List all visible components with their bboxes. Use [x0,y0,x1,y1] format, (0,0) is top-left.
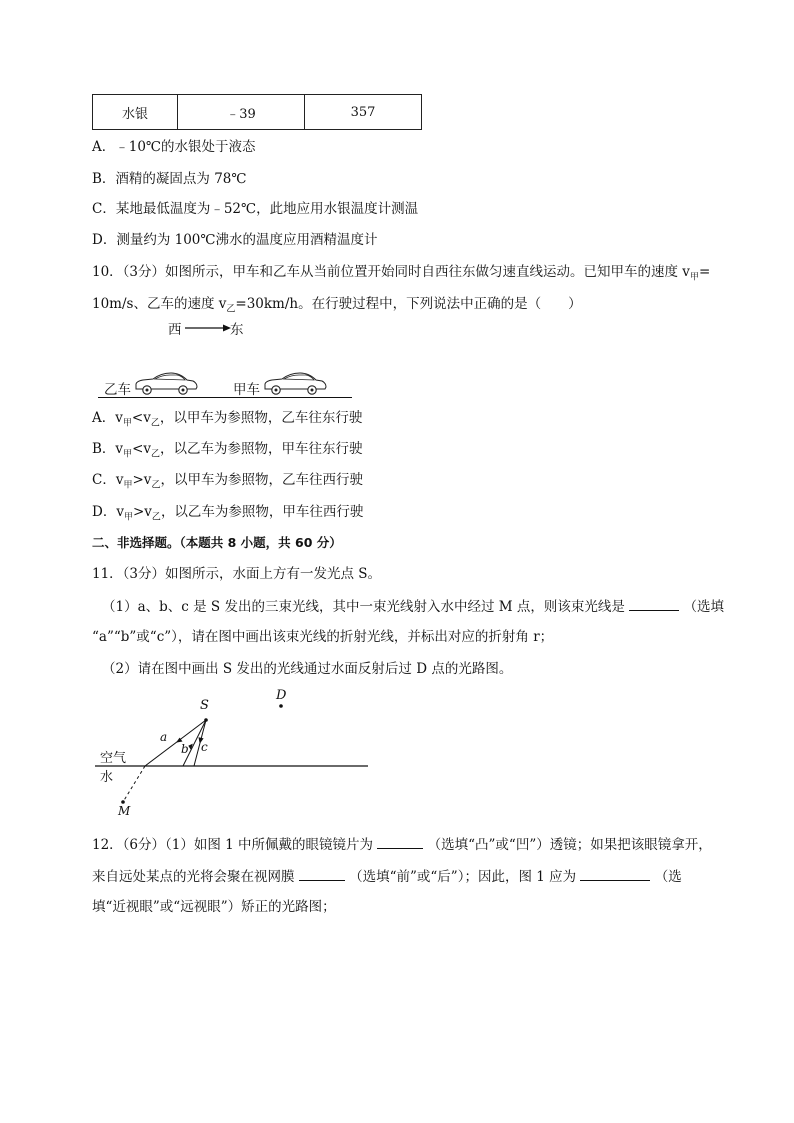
q11-part2: （2）请在图中画出 S 发出的光线通过水面反射后过 D 点的光路图。 [102,661,513,677]
car-jia-icon [262,370,328,396]
subscript-yi: 乙 [150,418,160,429]
subscript-yi: 乙 [151,512,161,523]
section-heading: 二、非选择题。（本题共 8 小题，共 60 分） [92,535,342,550]
label-air: 空气 [100,751,127,766]
option-text: <v [132,441,152,457]
answer-blank[interactable] [299,866,345,881]
label-car-yi: 乙车 [104,382,131,398]
q9-option-b: B．酒精的凝固点为 78℃ [92,171,247,187]
q10-option-b [92,439,363,465]
point-d-icon [279,704,283,708]
table-cell: 357 [305,95,422,130]
ray-a [145,720,206,766]
melting-point-table [92,94,422,130]
label-car-jia: 甲车 [233,382,260,398]
label-c: c [201,740,208,754]
subscript-yi: 乙 [151,449,161,460]
q11-part1-line1 [102,596,724,617]
q12-text: （选填“前”或“后”）；因此，图 1 应为 [349,869,577,885]
option-text: ，以乙车为参照物，甲车往西行驶 [160,504,364,520]
answer-blank[interactable] [580,866,650,881]
road-line [98,397,352,398]
q10-option-a [92,408,362,434]
option-text: ，以甲车为参照物，乙车往西行驶 [160,472,363,488]
label-b: b [181,742,189,756]
q10-stem-line2 [92,294,582,320]
answer-blank[interactable] [377,834,423,849]
option-text: D．v [92,504,124,520]
option-text: ，以乙车为参照物，甲车往东行驶 [160,441,363,457]
table-cell: 水银 [93,95,178,130]
label-m: M [118,804,131,818]
q10-stem-text: 10m/s、乙车的速度 v [92,296,227,312]
subscript-jia: 甲 [689,272,699,283]
option-text: ，以甲车为参照物，乙车往东行驶 [159,410,363,426]
option-text: C．v [92,472,124,488]
option-text: >v [132,504,152,520]
table-cell: ﹣39 [178,95,305,130]
q11-stem: 11．（3分）如图所示，水面上方有一发光点 S。 [92,566,382,582]
subscript-yi: 乙 [151,480,161,491]
q10-option-d [92,502,363,528]
q11-part1-text: （1）a、b、c 是 S 发出的三束光线，其中一束光线射入水中经过 M 点，则该束光线是 [102,599,625,615]
q9-option-d: D．测量约为 100℃沸水的温度应用酒精温度计 [92,232,378,248]
option-text: <v [131,410,151,426]
car-yi-icon [133,370,199,396]
subscript-jia: 甲 [123,449,133,460]
q12-text: 来自远处某点的光将会聚在视网膜 [92,869,295,885]
q12-text: 12．（6分）（1）如图 1 中所佩戴的眼镜镜片为 [92,837,374,853]
q12-line2 [92,866,682,887]
label-a: a [160,730,168,744]
subscript-jia: 甲 [123,480,133,491]
q12-line1 [92,834,712,855]
label-water: 水 [100,770,114,785]
q12-line3: 填“近视眼”或“远视眼”）矫正的光路图； [92,899,336,915]
q9-option-c: C．某地最低温度为﹣52℃，此地应用水银温度计测温 [92,201,419,217]
label-s: S [200,698,209,713]
dashed-line-to-m [123,766,145,802]
answer-blank[interactable] [629,596,679,611]
q10-stem-line1 [92,262,710,288]
q12-text: （选 [654,869,682,885]
option-text: A．v [92,410,123,426]
q10-option-c [92,470,363,496]
q11-part1-text: （选填 [683,599,724,615]
q10-stem-text: =30km/h。在行驶过程中，下列说法中正确的是（ ） [235,296,582,312]
q9-option-a: A．﹣10℃的水银处于液态 [92,139,256,155]
option-text: B．v [92,441,124,457]
subscript-jia: 甲 [122,418,132,429]
direction-arrow-icon [183,320,233,336]
label-west: 西 [168,322,182,338]
table-row [93,95,422,130]
subscript-jia: 甲 [123,512,133,523]
q10-stem-equals: = [698,264,711,280]
light-refraction-diagram [90,688,380,818]
label-d: D [276,688,287,703]
label-east: 东 [230,322,244,338]
q11-part1-line2: “a”“b”或“c”），请在图中画出该束光线的折射光线，并标出对应的折射角 r； [92,629,554,645]
q12-text: （选填“凸”或“凹”）透镜；如果把该眼镜拿开， [427,837,712,853]
q10-stem-text: 10．（3分）如图所示，甲车和乙车从当前位置开始同时自西往东做匀速直线运动。已知甲车的速度 v [92,264,690,280]
subscript-yi: 乙 [226,304,236,315]
option-text: >v [132,472,152,488]
